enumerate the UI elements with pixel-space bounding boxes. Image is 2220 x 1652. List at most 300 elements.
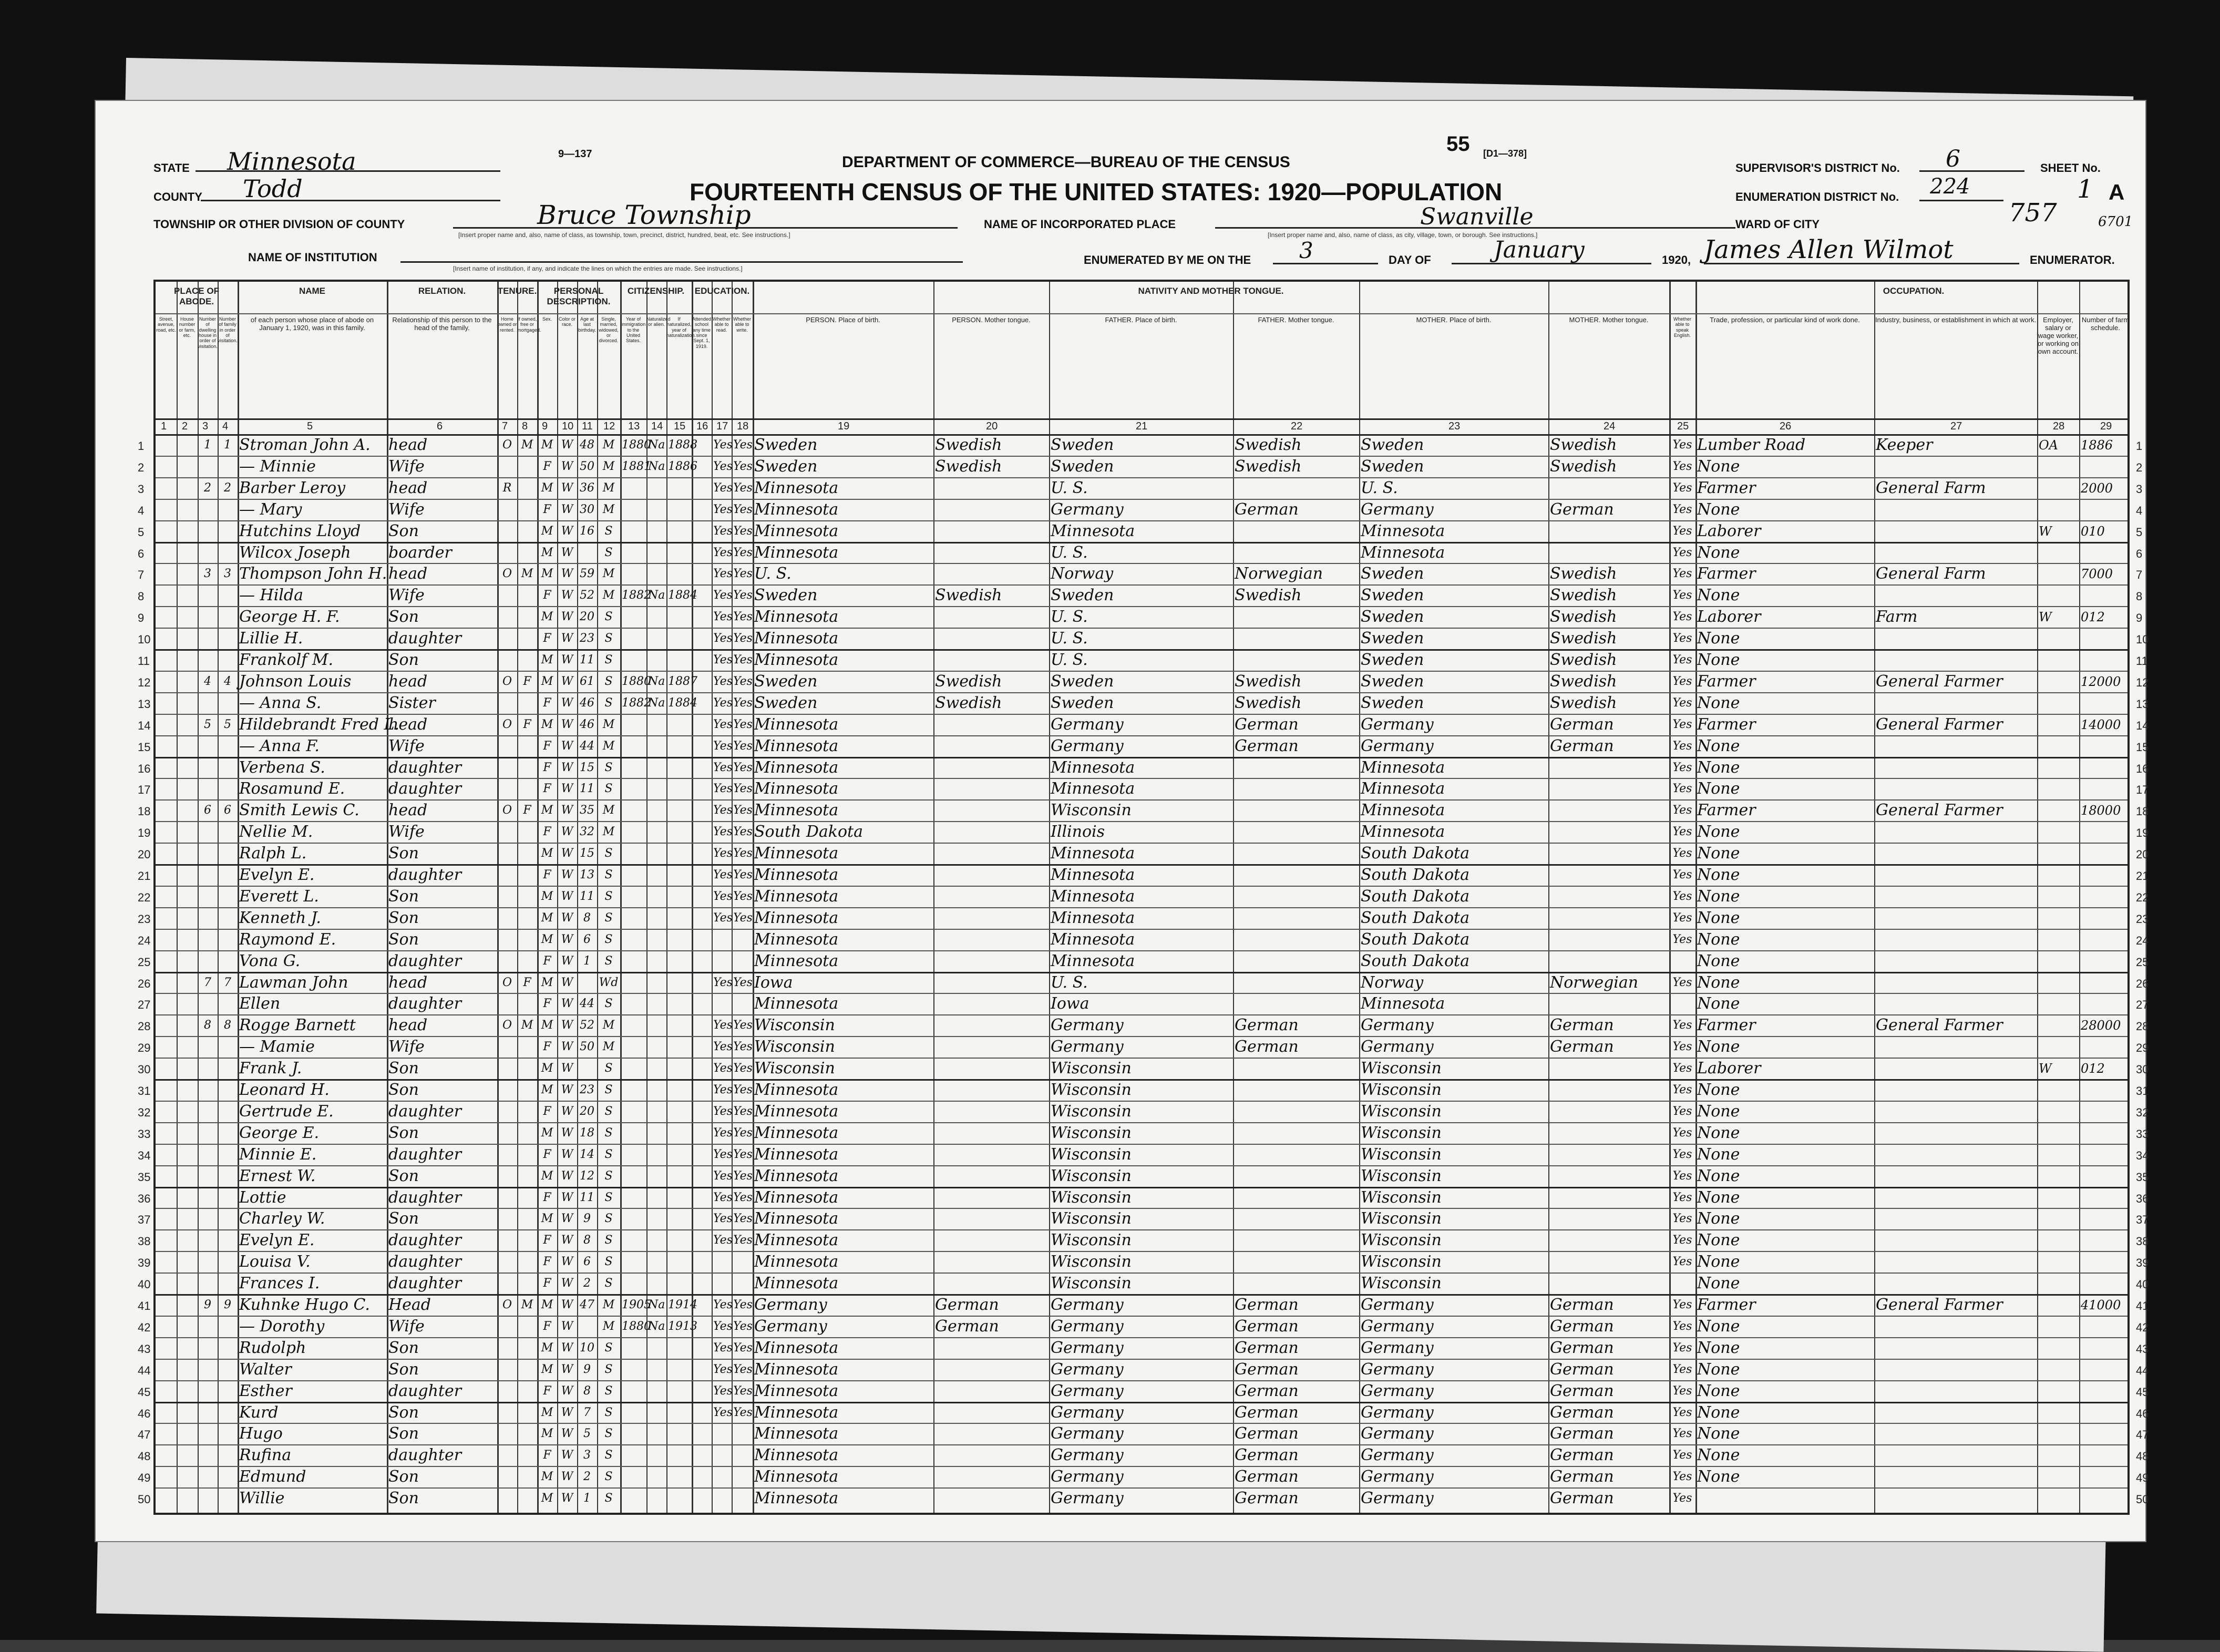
cell-read: Yes: [713, 717, 733, 731]
cell-fpob: Iowa: [1051, 994, 1090, 1013]
cell-ms: M: [602, 739, 615, 753]
line-number: 11: [138, 654, 150, 668]
grid-row-divider: [156, 1079, 2128, 1081]
cell-eng: Yes: [1672, 610, 1692, 624]
cell-fmt: German: [1235, 1338, 1299, 1357]
line-number: 50: [138, 1493, 151, 1506]
cell-eng: Yes: [1672, 1169, 1692, 1183]
cell-pob: Minnesota: [754, 715, 839, 734]
cell-fpob: Germany: [1051, 500, 1124, 519]
cell-mmt: German: [1550, 715, 1614, 734]
cell-read: Yes: [713, 481, 733, 495]
cell-eng: Yes: [1672, 1470, 1692, 1484]
grid-column-divider: [198, 282, 199, 1513]
cell-race: W: [561, 696, 573, 710]
cell-fmt: German: [1235, 1446, 1299, 1465]
cell-race: W: [561, 1019, 573, 1032]
column-group-header: EDUCATION.: [694, 286, 750, 296]
cell-mpob: Sweden: [1361, 672, 1424, 691]
cell-write: Yes: [733, 502, 753, 516]
cell-name: Rufina: [239, 1446, 292, 1465]
cell-pob: Minnesota: [754, 1166, 839, 1185]
county-underline: [201, 200, 500, 201]
cell-pob: Minnesota: [754, 930, 839, 949]
cell-ny: 1887: [668, 674, 697, 688]
cell-fam: 2: [224, 481, 231, 495]
line-number-right: 30: [2136, 1063, 2149, 1076]
line-number-right: 40: [2136, 1278, 2149, 1291]
cell-pob: Minnesota: [754, 1081, 839, 1099]
cell-age: 11: [580, 889, 594, 903]
grid-row-divider: [156, 418, 2128, 420]
grid-row-divider: [156, 843, 2128, 844]
cell-mpob: Germany: [1361, 1317, 1434, 1336]
grid-row-divider: [156, 692, 2128, 693]
cell-occ: Farmer: [1697, 672, 1756, 691]
incorporated-underline: [1215, 227, 1735, 229]
cell-race: W: [561, 1255, 573, 1269]
cell-emp: W: [2039, 610, 2052, 625]
grid-row-divider: [156, 886, 2128, 887]
cell-mpob: Minnesota: [1361, 994, 1445, 1013]
column-number: 27: [1950, 420, 1962, 432]
cell-rel: daughter: [388, 1446, 462, 1465]
grid-column-divider: [1874, 282, 1875, 1513]
cell-eng: Yes: [1672, 847, 1692, 860]
line-number-right: 18: [2136, 805, 2149, 818]
cell-mpob: U. S.: [1361, 478, 1398, 497]
cell-mmt: German: [1550, 1489, 1614, 1508]
month-underline: [1452, 263, 1651, 264]
cell-ms: S: [604, 674, 613, 688]
cell-occ: None: [1697, 866, 1740, 884]
state-value: Minnesota: [227, 147, 356, 176]
column-number: 9: [542, 420, 548, 432]
cell-rel: head: [388, 1016, 428, 1035]
cell-write: Yes: [733, 1384, 753, 1398]
cell-ms: S: [604, 1147, 613, 1161]
cell-rel: daughter: [388, 1145, 462, 1164]
cell-mort: M: [521, 567, 533, 581]
cell-eng: Yes: [1672, 567, 1692, 581]
cell-occ: None: [1697, 736, 1740, 755]
cell-name: Esther: [239, 1381, 292, 1400]
line-number-right: 39: [2136, 1256, 2149, 1270]
cell-ms: S: [604, 868, 613, 881]
cell-race: W: [561, 911, 573, 925]
cell-eng: Yes: [1672, 782, 1692, 796]
cell-read: Yes: [713, 1212, 733, 1226]
cell-age: 50: [580, 459, 594, 473]
cell-sex: F: [543, 761, 551, 774]
cell-ms: S: [604, 1427, 613, 1441]
line-number-right: 24: [2136, 933, 2149, 947]
cell-ms: S: [604, 524, 613, 538]
line-number-right: 9: [2136, 611, 2143, 625]
cell-read: Yes: [713, 889, 733, 903]
column-group-header: RELATION.: [418, 286, 466, 296]
cell-occ: None: [1697, 629, 1740, 648]
column-header: PERSON. Place of birth.: [806, 316, 880, 324]
cell-fpob: Germany: [1051, 1489, 1124, 1508]
cell-rel: daughter: [388, 758, 462, 777]
cell-mpob: Minnesota: [1361, 543, 1445, 562]
cell-race: W: [561, 739, 573, 753]
grid-column-divider: [666, 282, 667, 1513]
cell-age: 46: [580, 717, 594, 731]
cell-rel: Head: [388, 1296, 431, 1314]
cell-dw: 8: [204, 1019, 211, 1032]
cell-write: Yes: [733, 1191, 753, 1204]
cell-mt: German: [935, 1296, 999, 1314]
cell-pob: Minnesota: [754, 1209, 839, 1228]
column-header: Home owned or rented.: [497, 316, 517, 333]
cell-write: Yes: [733, 825, 753, 839]
cell-read: Yes: [713, 674, 733, 688]
column-header: Whether able to speak English.: [1673, 316, 1691, 338]
cell-mmt: German: [1550, 1016, 1614, 1035]
cell-rel: daughter: [388, 866, 462, 884]
cell-fpob: Minnesota: [1051, 930, 1135, 949]
cell-sex: F: [543, 1384, 551, 1398]
cell-farm: 12000: [2081, 674, 2121, 689]
cell-pob: Minnesota: [754, 801, 839, 820]
cell-ms: S: [604, 1212, 613, 1226]
line-number: 33: [138, 1127, 151, 1141]
grid-row-divider: [156, 1036, 2128, 1037]
cell-fpob: Sweden: [1051, 693, 1114, 712]
cell-pob: Sweden: [754, 672, 818, 691]
cell-sex: F: [543, 696, 551, 710]
cell-ms: S: [604, 1492, 613, 1505]
census-grid: [138, 280, 2149, 1515]
column-number: 7: [502, 420, 508, 432]
cell-emp: W: [2039, 1061, 2052, 1076]
cell-dw: 7: [204, 976, 211, 989]
cell-write: Yes: [733, 1298, 753, 1311]
cell-occ: None: [1697, 1274, 1740, 1293]
cell-age: 50: [580, 1040, 594, 1054]
line-number-right: 6: [2136, 547, 2143, 560]
line-number-right: 50: [2136, 1493, 2149, 1506]
cell-pob: Sweden: [754, 586, 818, 605]
cell-fam: 1: [224, 438, 231, 452]
cell-name: Walter: [239, 1360, 292, 1379]
cell-eng: Yes: [1672, 1384, 1692, 1398]
cell-mpob: Sweden: [1361, 693, 1424, 712]
cell-occ: None: [1697, 693, 1740, 712]
cell-ms: S: [604, 1384, 613, 1398]
cell-ms: S: [604, 1341, 613, 1355]
cell-pob: Minnesota: [754, 1338, 839, 1357]
cell-fmt: German: [1235, 1468, 1299, 1486]
cell-mpob: Germany: [1361, 1016, 1434, 1035]
cell-ms: S: [604, 653, 613, 666]
cell-age: 20: [580, 610, 594, 624]
cell-read: Yes: [713, 438, 733, 452]
cell-name: Minnie E.: [239, 1145, 317, 1164]
cell-read: Yes: [713, 1234, 733, 1247]
line-number: 47: [138, 1428, 151, 1442]
cell-mpob: Wisconsin: [1361, 1209, 1442, 1228]
column-header: Age at last birthday.: [578, 316, 596, 333]
cell-mpob: Minnesota: [1361, 823, 1445, 842]
cell-eng: Yes: [1672, 1126, 1692, 1140]
cell-fam: 3: [224, 567, 231, 581]
cell-ms: M: [602, 567, 615, 581]
cell-write: Yes: [733, 1405, 753, 1419]
grid-row-divider: [156, 606, 2128, 607]
cell-mpob: Sweden: [1361, 651, 1424, 669]
cell-age: 3: [583, 1449, 591, 1462]
cell-mmt: German: [1550, 1381, 1614, 1400]
cell-pob: Minnesota: [754, 1468, 839, 1486]
column-number: 6: [437, 420, 443, 432]
column-header: Whether able to read.: [712, 316, 731, 333]
cell-sex: M: [541, 911, 553, 925]
cell-pob: Minnesota: [754, 994, 839, 1013]
cell-ny: 1884: [668, 589, 697, 602]
line-number-right: 5: [2136, 525, 2143, 539]
cell-fpob: Germany: [1051, 715, 1124, 734]
cell-read: Yes: [713, 459, 733, 473]
cell-age: 9: [583, 1362, 591, 1376]
cell-ms: S: [604, 1169, 613, 1183]
cell-fpob: Wisconsin: [1051, 1102, 1132, 1121]
cell-ms: S: [604, 1083, 613, 1096]
cell-eng: Yes: [1672, 1040, 1692, 1054]
cell-rel: Son: [388, 608, 419, 627]
column-header: Number of family in order of visitation.: [218, 316, 238, 344]
column-header: Number of farm schedule.: [2081, 316, 2130, 332]
cell-write: Yes: [733, 438, 753, 452]
cell-eng: Yes: [1672, 1319, 1692, 1333]
cell-sex: M: [541, 481, 553, 495]
line-number-right: 31: [2136, 1084, 2149, 1097]
grid-row-divider: [156, 1208, 2128, 1209]
institution-note: [Insert name of institution, if any, and indicate the lines on which the entries are made. See instructions.]: [453, 265, 743, 272]
cell-age: 36: [580, 481, 594, 495]
cell-age: 11: [580, 653, 594, 666]
column-number: 23: [1448, 420, 1461, 432]
cell-farm: 7000: [2081, 567, 2113, 582]
cell-rel: Son: [388, 930, 419, 949]
sheet-value: 1: [2077, 175, 2093, 204]
cell-farm: 010: [2081, 524, 2105, 539]
grid-row-divider: [156, 671, 2128, 672]
cell-mmt: Swedish: [1550, 586, 1617, 605]
cell-eng: Yes: [1672, 502, 1692, 516]
cell-occ: None: [1697, 823, 1740, 842]
cell-write: Yes: [733, 761, 753, 774]
cell-eng: Yes: [1672, 1019, 1692, 1032]
cell-ind: General Farmer: [1876, 801, 2003, 820]
cell-mort: M: [521, 1298, 533, 1311]
cell-fpob: Wisconsin: [1051, 1145, 1132, 1164]
cell-mt: Swedish: [935, 693, 1002, 712]
line-number: 34: [138, 1148, 151, 1162]
cell-race: W: [561, 674, 573, 688]
cell-ms: M: [602, 459, 615, 473]
cell-fpob: Sweden: [1051, 457, 1114, 476]
cell-mmt: German: [1550, 1403, 1614, 1422]
cell-mmt: Swedish: [1550, 565, 1617, 583]
cell-race: W: [561, 1319, 573, 1333]
cell-race: W: [561, 1362, 573, 1376]
cell-farm: 012: [2081, 1061, 2105, 1076]
cell-mpob: Germany: [1361, 1468, 1434, 1486]
cell-write: Yes: [733, 524, 753, 538]
cell-fpob: Germany: [1051, 1468, 1124, 1486]
column-number: 10: [562, 420, 574, 432]
grid-row-divider: [156, 1294, 2128, 1296]
cell-mpob: South Dakota: [1361, 887, 1469, 906]
cell-fam: 6: [224, 804, 231, 817]
cell-name: Frankolf M.: [239, 651, 334, 669]
cell-write: Yes: [733, 1212, 753, 1226]
cell-name: Vona G.: [239, 951, 301, 970]
cell-occ: None: [1697, 1317, 1740, 1336]
cell-mt: Swedish: [935, 457, 1002, 476]
sheet-letter: A: [2109, 180, 2125, 204]
cell-read: Yes: [713, 739, 733, 753]
cell-occ: None: [1697, 651, 1740, 669]
cell-sex: F: [543, 632, 551, 645]
line-number: 23: [138, 912, 151, 926]
cell-name: Hutchins Lloyd: [239, 521, 361, 540]
cell-nat: Na: [648, 1319, 665, 1333]
cell-mmt: Norwegian: [1550, 973, 1639, 992]
corner-number: 6701: [2098, 214, 2133, 230]
cell-fmt: Swedish: [1235, 672, 1302, 691]
cell-ms: M: [602, 589, 615, 602]
cell-rel: daughter: [388, 1231, 462, 1250]
grid-row-divider: [156, 456, 2128, 457]
cell-read: Yes: [713, 546, 733, 559]
cell-read: Yes: [713, 868, 733, 881]
cell-fmt: German: [1235, 1489, 1299, 1508]
cell-ms: S: [604, 1234, 613, 1247]
cell-age: 44: [580, 997, 594, 1011]
cell-sex: F: [543, 1234, 551, 1247]
cell-read: Yes: [713, 696, 733, 710]
cell-pob: Minnesota: [754, 758, 839, 777]
cell-write: Yes: [733, 696, 753, 710]
cell-ms: S: [604, 1126, 613, 1140]
cell-mmt: German: [1550, 736, 1614, 755]
cell-fmt: German: [1235, 736, 1299, 755]
cell-occ: None: [1697, 1231, 1740, 1250]
cell-race: W: [561, 481, 573, 495]
cell-fpob: Minnesota: [1051, 521, 1135, 540]
cell-nat: Na: [648, 674, 665, 688]
cell-sex: M: [541, 1341, 553, 1355]
cell-occ: None: [1697, 951, 1740, 970]
cell-age: 1: [583, 1492, 591, 1505]
day-underline: [1273, 263, 1378, 264]
cell-read: Yes: [713, 1040, 733, 1054]
cell-rel: head: [388, 672, 428, 691]
cell-read: Yes: [713, 632, 733, 645]
cell-eng: Yes: [1672, 481, 1692, 495]
cell-ms: S: [604, 696, 613, 710]
cell-imm: 1882: [622, 696, 651, 710]
cell-imm: 1880: [622, 1319, 651, 1333]
cell-eng: Yes: [1672, 825, 1692, 839]
line-number-right: 3: [2136, 482, 2143, 496]
enumeration-label: ENUMERATION DISTRICT No.: [1735, 190, 1899, 203]
cell-fmt: Swedish: [1235, 586, 1302, 605]
cell-race: W: [561, 1062, 573, 1075]
cell-pob: Minnesota: [754, 887, 839, 906]
cell-occ: None: [1697, 994, 1740, 1013]
column-header: MOTHER. Mother tongue.: [1569, 316, 1649, 324]
cell-occ: Laborer: [1697, 1059, 1761, 1078]
cell-write: Yes: [733, 911, 753, 925]
line-number-right: 44: [2136, 1363, 2149, 1377]
line-number: 25: [138, 955, 151, 969]
grid-row-divider: [156, 1101, 2128, 1102]
line-number-right: 37: [2136, 1213, 2149, 1227]
cell-ind: General Farmer: [1876, 1016, 2003, 1035]
cell-race: W: [561, 782, 573, 796]
cell-fpob: Germany: [1051, 736, 1124, 755]
cell-farm: 28000: [2081, 1018, 2121, 1033]
cell-race: W: [561, 1212, 573, 1226]
cell-fmt: German: [1235, 1381, 1299, 1400]
cell-fpob: Germany: [1051, 1403, 1124, 1422]
cell-dw: 2: [204, 481, 211, 495]
cell-eng: Yes: [1672, 889, 1692, 903]
line-number: 28: [138, 1020, 151, 1033]
cell-rel: Wife: [388, 736, 425, 755]
cell-rel: daughter: [388, 1188, 462, 1207]
line-number-right: 45: [2136, 1385, 2149, 1399]
cell-sex: M: [541, 1362, 553, 1376]
cell-mmt: Swedish: [1550, 436, 1617, 454]
cell-write: Yes: [733, 589, 753, 602]
cell-read: Yes: [713, 1019, 733, 1032]
cell-fpob: Germany: [1051, 1317, 1124, 1336]
cell-age: 1: [583, 954, 591, 968]
cell-read: Yes: [713, 653, 733, 666]
township-value: Bruce Township: [537, 200, 751, 230]
cell-mpob: Sweden: [1361, 457, 1424, 476]
cell-pob: Minnesota: [754, 543, 839, 562]
cell-mpob: South Dakota: [1361, 844, 1469, 863]
cell-sex: F: [543, 1449, 551, 1462]
cell-rel: head: [388, 436, 428, 454]
cell-age: 23: [580, 632, 594, 645]
cell-occ: None: [1697, 973, 1740, 992]
cell-write: Yes: [733, 1169, 753, 1183]
cell-race: W: [561, 524, 573, 538]
cell-eng: Yes: [1672, 761, 1692, 774]
cell-occ: Farmer: [1697, 1296, 1756, 1314]
line-number: 12: [138, 675, 151, 689]
cell-fam: 8: [224, 1019, 231, 1032]
cell-sex: F: [543, 868, 551, 881]
column-group-header: PLACE OF ABODE.: [174, 286, 219, 306]
cell-pob: Sweden: [754, 693, 818, 712]
grid-row-divider: [156, 1122, 2128, 1123]
cell-pob: Wisconsin: [754, 1059, 835, 1078]
cell-read: Yes: [713, 1126, 733, 1140]
cell-race: W: [561, 567, 573, 581]
cell-sex: F: [543, 1104, 551, 1118]
line-number-right: 27: [2136, 998, 2149, 1012]
cell-race: W: [561, 847, 573, 860]
